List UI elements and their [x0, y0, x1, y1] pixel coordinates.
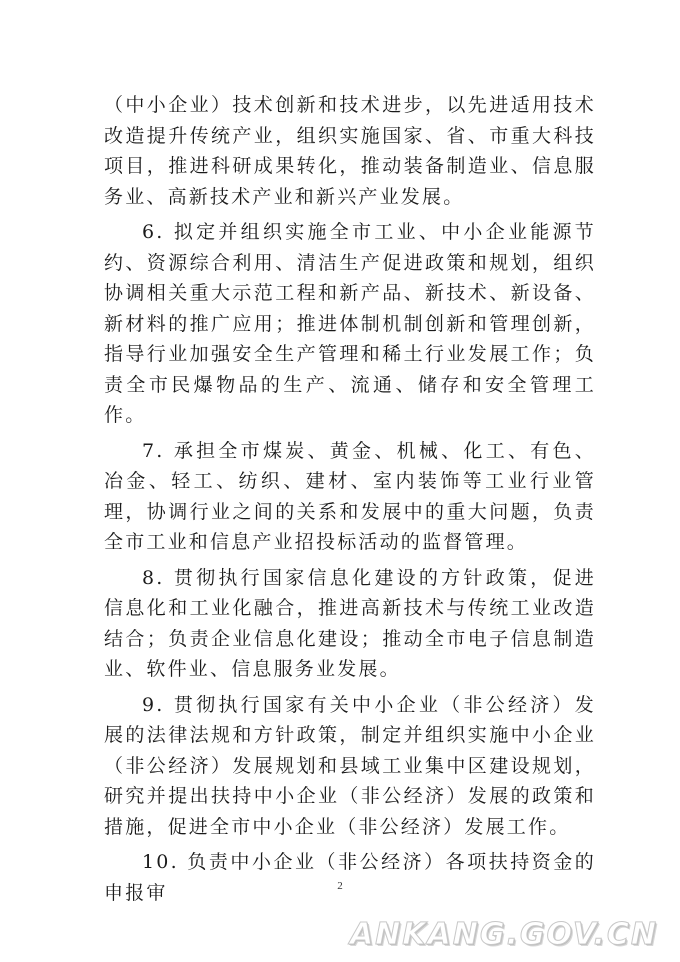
watermark-logo: ANKANG.GOV.CN [349, 917, 658, 952]
paragraph-item-8: 8. 贯彻执行国家信息化建设的方针政策，促进信息化和工业化融合，推进高新技术与传统工业改造结合；负责企业信息化建设；推动全市电子信息制造业、软件业、信息服务业发展。 [104, 566, 596, 680]
paragraph-continuation: （中小企业）技术创新和技术进步，以先进适用技术改造提升传统产业，组织实施国家、省、市重大科技项目，推进科研成果转化，推动装备制造业、信息服务业、高新技术产业和新兴产业发展。 [104, 94, 596, 208]
page-number: 2 [337, 880, 343, 892]
document-body [104, 90, 596, 913]
paragraph-item-7: 7. 承担全市煤炭、黄金、机械、化工、有色、冶金、轻工、纺织、建材、室内装饰等工业行业管理，协调行业之间的关系和发展中的重大问题，负责全市工业和信息产业招投标活动的监督管理。 [104, 439, 596, 553]
paragraph-item-10: 10. 负责中小企业（非公经济）各项扶持资金的申报审 [104, 851, 596, 904]
paragraph-item-9: 9. 贯彻执行国家有关中小企业（非公经济）发展的法律法规和方针政策，制定并组织实施中小企业（非公经济）发展规划和县域工业集中区建设规划，研究并提出扶持中小企业（非公经济）发展的政策和措施，促进全市中小企业（非公经济）发展工作。 [104, 693, 596, 838]
paragraph-item-6: 6. 拟定并组织实施全市工业、中小企业能源节约、资源综合利用、清洁生产促进政策和规划，组织协调相关重大示范工程和新产品、新技术、新设备、新材料的推广应用；推进体制机制创新和管理创新，指导行业加强安全生产管理和稀土行业发展工作；负责全市民爆物品的生产、流通、储存和安全管理工作。 [104, 221, 596, 426]
